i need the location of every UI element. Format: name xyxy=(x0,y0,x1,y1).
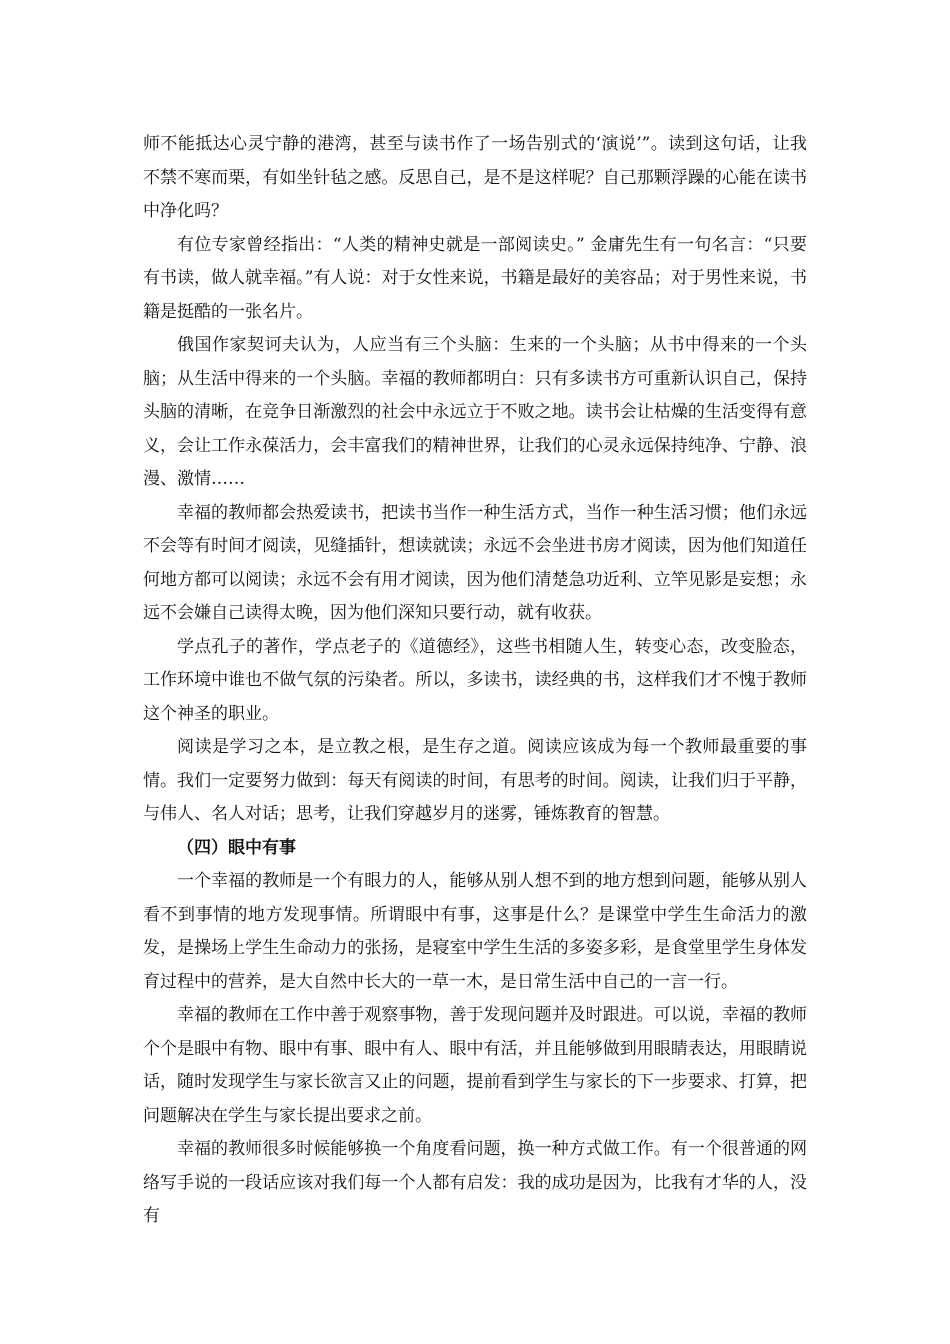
paragraph: 有位专家曾经指出：“人类的精神史就是一部阅读史。” 金庸先生有一句名言：“只要有书读，做人就幸福。”有人说：对于女性来说，书籍是最好的美容品；对于男性来说，书籍是挺酷的一张名片。 xyxy=(143,234,807,322)
paragraph: 一个幸福的教师是一个有眼力的人，能够从别人想不到的地方想到问题，能够从别人看不到事情的地方发现事情。所谓眼中有事，这事是什么？是课堂中学生生命活力的激发，是操场上学生生命动力的张扬，是寝室中学生生活的多姿多彩，是食堂里学生身体发育过程中的营养，是大自然中长大的一草一木，是日常生活中自己的一言一行。 xyxy=(143,871,807,992)
section-heading: （四）眼中有事 xyxy=(177,837,296,858)
paragraph: 阅读是学习之本，是立教之根，是生存之道。阅读应该成为每一个教师最重要的事情。我们一定要努力做到：每天有阅读的时间，有思考的时间。阅读，让我们归于平静，与伟人、名人对话；思考，让我们穿越岁月的迷雾，锤炼教育的智慧。 xyxy=(143,737,807,824)
document-body xyxy=(143,128,807,1234)
paragraph: 师不能抵达心灵宁静的港湾，甚至与读书作了一场告别式的‘演说’”。读到这句话，让我不禁不寒而栗，有如坐针毡之感。反思自己，是不是这样呢？自己那颗浮躁的心能在读书中净化吗？ xyxy=(143,134,807,221)
paragraph: 幸福的教师在工作中善于观察事物，善于发现问题并及时跟进。可以说，幸福的教师个个是眼中有物、眼中有事、眼中有人、眼中有活，并且能够做到用眼睛表达，用眼睛说话，随时发现学生与家长欲言又止的问题，提前看到学生与家长的下一步要求、打算，把问题解决在学生与家长提出要求之前。 xyxy=(143,1005,807,1126)
paragraph: 学点孔子的著作，学点老子的《道德经》，这些书相随人生，转变心态，改变脸态，工作环境中谁也不做气氛的污染者。所以，多读书，读经典的书，这样我们才不愧于教师这个神圣的职业。 xyxy=(143,636,807,724)
paragraph: 幸福的教师都会热爱读书，把读书当作一种生活方式，当作一种生活习惯；他们永远不会等有时间才阅读，见缝插针，想读就读；永远不会坐进书房才阅读，因为他们知道任何地方都可以阅读；永远不会有用才阅读，因为他们清楚急功近利、立竿见影是妄想；永远不会嫌自己读得太晚，因为他们深知只要行动，就有收获。 xyxy=(143,502,807,623)
paragraph: 幸福的教师很多时候能够换一个角度看问题，换一种方式做工作。有一个很普通的网络写手说的一段话应该对我们每一个人都有启发：我的成功是因为，比我有才华的人，没有 xyxy=(143,1139,807,1226)
paragraph: 俄国作家契诃夫认为，人应当有三个头脑：生来的一个头脑；从书中得来的一个头脑；从生活中得来的一个头脑。幸福的教师都明白：只有多读书方可重新认识自己，保持头脑的清晰，在竞争日渐激烈的社会中永远立于不败之地。读书会让枯燥的生活变得有意义，会让工作永葆活力，会丰富我们的精神世界，让我们的心灵永远保持纯净、宁静、浪漫、激情…… xyxy=(143,335,807,489)
